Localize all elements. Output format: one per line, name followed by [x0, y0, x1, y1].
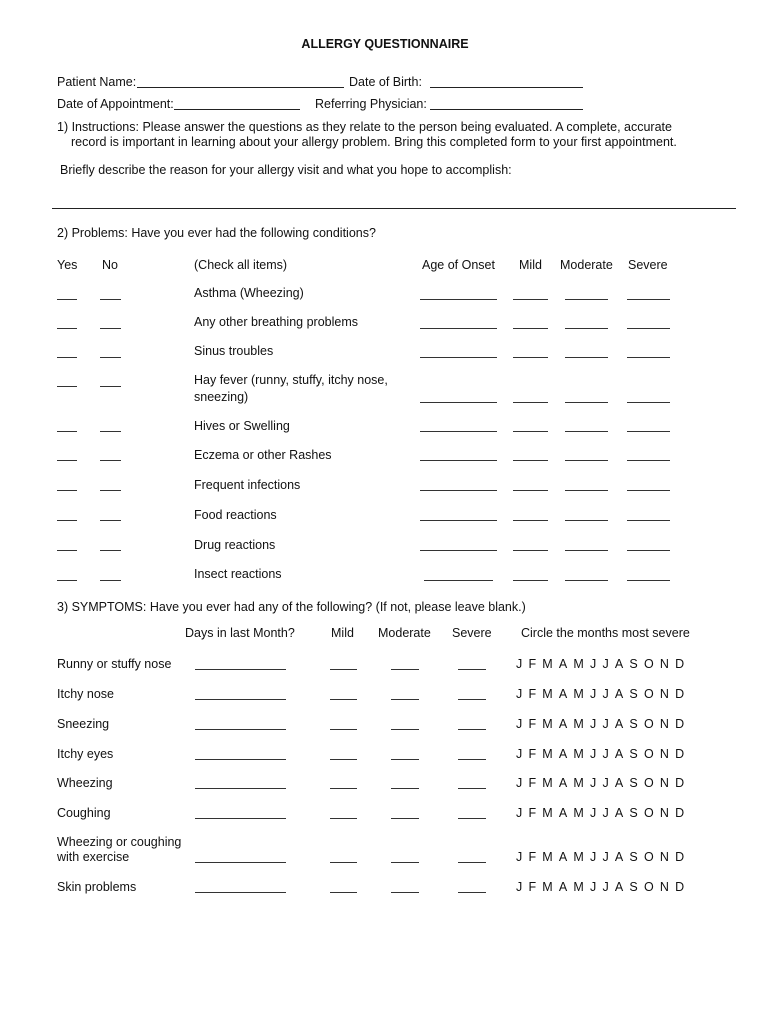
- symptom-label: Itchy nose: [57, 687, 114, 701]
- month-option[interactable]: D: [675, 776, 685, 790]
- month-option[interactable]: J: [602, 747, 609, 761]
- days-blank[interactable]: [195, 892, 286, 893]
- symptom-label: Runny or stuffy nose: [57, 657, 172, 671]
- yes-blank[interactable]: [57, 550, 77, 551]
- severe-blank[interactable]: [627, 431, 670, 432]
- month-selector: [516, 657, 690, 671]
- month-selector: [516, 880, 690, 894]
- form-title: ALLERGY QUESTIONNAIRE: [301, 37, 469, 51]
- month-option[interactable]: O: [643, 657, 654, 671]
- month-option[interactable]: D: [675, 806, 685, 820]
- month-option[interactable]: A: [614, 747, 624, 761]
- no-blank[interactable]: [100, 520, 121, 521]
- month-selector: [516, 806, 690, 820]
- month-option[interactable]: O: [643, 687, 654, 701]
- month-option[interactable]: A: [558, 806, 568, 820]
- age-blank[interactable]: [420, 357, 497, 358]
- yes-blank[interactable]: [57, 431, 77, 432]
- col-months: Circle the months most severe: [521, 626, 690, 640]
- month-option[interactable]: F: [528, 747, 537, 761]
- col-moderate: Moderate: [560, 258, 613, 272]
- month-option[interactable]: S: [629, 776, 638, 790]
- severe-blank[interactable]: [627, 490, 670, 491]
- days-blank[interactable]: [195, 759, 286, 760]
- condition-label: Hay fever (runny, stuffy, itchy nose,: [194, 373, 388, 387]
- month-option[interactable]: J: [516, 850, 523, 864]
- month-option[interactable]: A: [614, 776, 624, 790]
- month-option[interactable]: A: [558, 687, 568, 701]
- month-option[interactable]: J: [590, 657, 597, 671]
- instructions-line-2: record is important in learning about your allergy problem. Bring this completed form to your first appointment.: [71, 135, 677, 149]
- month-option[interactable]: M: [573, 806, 584, 820]
- col-check-all: (Check all items): [194, 258, 288, 272]
- month-option[interactable]: D: [675, 880, 685, 894]
- yes-blank[interactable]: [57, 460, 77, 461]
- col-severe: Severe: [628, 258, 668, 272]
- month-option[interactable]: J: [602, 657, 609, 671]
- problems-heading: 2) Problems: Have you ever had the following conditions?: [57, 226, 376, 240]
- severe-blank[interactable]: [458, 699, 486, 700]
- mild-blank[interactable]: [330, 892, 357, 893]
- age-blank[interactable]: [420, 460, 497, 461]
- col-age-of-onset: Age of Onset: [422, 258, 495, 272]
- month-option[interactable]: A: [614, 880, 624, 894]
- moderate-blank[interactable]: [391, 862, 419, 863]
- month-option[interactable]: D: [675, 717, 685, 731]
- month-option[interactable]: A: [614, 687, 624, 701]
- mild-blank[interactable]: [513, 357, 548, 358]
- yes-blank[interactable]: [57, 490, 77, 491]
- month-option[interactable]: A: [614, 657, 624, 671]
- month-option[interactable]: N: [659, 687, 669, 701]
- mild-blank[interactable]: [330, 788, 357, 789]
- month-option[interactable]: J: [516, 657, 523, 671]
- symptom-label: Sneezing: [57, 717, 110, 731]
- severe-blank[interactable]: [627, 460, 670, 461]
- moderate-blank[interactable]: [391, 788, 419, 789]
- month-option[interactable]: M: [542, 717, 553, 731]
- condition-label: Sinus troubles: [194, 344, 274, 358]
- month-option[interactable]: J: [590, 717, 597, 731]
- mild-blank[interactable]: [513, 402, 548, 403]
- severe-blank[interactable]: [458, 729, 486, 730]
- month-option[interactable]: S: [629, 657, 638, 671]
- month-option[interactable]: F: [528, 806, 537, 820]
- month-option[interactable]: A: [558, 657, 568, 671]
- symptom-label: Wheezing or coughing: [57, 835, 182, 849]
- month-option[interactable]: O: [643, 850, 654, 864]
- patient-name-field[interactable]: [137, 87, 344, 88]
- dob-field[interactable]: [430, 87, 583, 88]
- mild-blank[interactable]: [513, 550, 548, 551]
- condition-label: Eczema or other Rashes: [194, 448, 332, 462]
- age-blank[interactable]: [420, 490, 497, 491]
- condition-label: Asthma (Wheezing): [194, 286, 304, 300]
- severe-blank[interactable]: [627, 580, 670, 581]
- month-option[interactable]: F: [528, 880, 537, 894]
- age-blank[interactable]: [424, 580, 493, 581]
- month-option[interactable]: A: [558, 717, 568, 731]
- moderate-blank[interactable]: [565, 550, 608, 551]
- severe-blank[interactable]: [627, 520, 670, 521]
- month-option[interactable]: A: [614, 850, 624, 864]
- col-days: Days in last Month?: [185, 626, 295, 640]
- month-option[interactable]: J: [516, 687, 523, 701]
- symptom-label: Itchy eyes: [57, 747, 114, 761]
- month-selector: [516, 747, 690, 761]
- month-selector: [516, 717, 690, 731]
- month-option[interactable]: D: [675, 657, 685, 671]
- month-option[interactable]: N: [659, 717, 669, 731]
- yes-blank[interactable]: [57, 580, 77, 581]
- month-option[interactable]: D: [675, 687, 685, 701]
- month-option[interactable]: N: [659, 806, 669, 820]
- referring-physician-field[interactable]: [430, 109, 583, 110]
- moderate-blank[interactable]: [391, 892, 419, 893]
- condition-label: Drug reactions: [194, 538, 276, 552]
- moderate-blank[interactable]: [565, 357, 608, 358]
- month-option[interactable]: J: [590, 687, 597, 701]
- symptom-label: Coughing: [57, 806, 111, 820]
- month-selector: [516, 687, 690, 701]
- col-sym-moderate: Moderate: [378, 626, 431, 640]
- month-option[interactable]: S: [629, 880, 638, 894]
- mild-blank[interactable]: [330, 699, 357, 700]
- yes-blank[interactable]: [57, 520, 77, 521]
- month-option[interactable]: J: [602, 806, 609, 820]
- month-option[interactable]: S: [629, 747, 638, 761]
- moderate-blank[interactable]: [391, 729, 419, 730]
- symptom-label: Skin problems: [57, 880, 137, 894]
- month-option[interactable]: S: [629, 717, 638, 731]
- severe-blank[interactable]: [458, 669, 486, 670]
- month-option[interactable]: A: [614, 717, 624, 731]
- severe-blank[interactable]: [627, 328, 670, 329]
- month-option[interactable]: J: [590, 850, 597, 864]
- mild-blank[interactable]: [513, 431, 548, 432]
- no-blank[interactable]: [100, 299, 121, 300]
- no-blank[interactable]: [100, 580, 121, 581]
- col-sym-mild: Mild: [331, 626, 354, 640]
- month-option[interactable]: M: [542, 850, 553, 864]
- severe-blank[interactable]: [458, 818, 486, 819]
- month-option[interactable]: D: [675, 747, 685, 761]
- month-option[interactable]: S: [629, 850, 638, 864]
- yes-blank[interactable]: [57, 357, 77, 358]
- age-blank[interactable]: [420, 431, 497, 432]
- col-yes: Yes: [57, 258, 78, 272]
- condition-label: Any other breathing problems: [194, 315, 358, 329]
- no-blank[interactable]: [100, 357, 121, 358]
- days-blank[interactable]: [195, 699, 286, 700]
- appointment-label: Date of Appointment:: [57, 97, 174, 111]
- moderate-blank[interactable]: [565, 460, 608, 461]
- appointment-field[interactable]: [174, 109, 300, 110]
- month-option[interactable]: M: [573, 776, 584, 790]
- month-option[interactable]: O: [643, 880, 654, 894]
- patient-name-label: Patient Name:: [57, 75, 137, 89]
- month-option[interactable]: S: [629, 806, 638, 820]
- no-blank[interactable]: [100, 328, 121, 329]
- mild-blank[interactable]: [513, 460, 548, 461]
- month-option[interactable]: N: [659, 657, 669, 671]
- symptoms-heading: 3) SYMPTOMS: Have you ever had any of the following? (If not, please leave blank.): [57, 600, 526, 614]
- month-option[interactable]: J: [516, 776, 523, 790]
- month-option[interactable]: M: [573, 717, 584, 731]
- month-option[interactable]: N: [659, 880, 669, 894]
- month-option[interactable]: J: [516, 806, 523, 820]
- condition-label: Insect reactions: [194, 567, 282, 581]
- month-option[interactable]: M: [573, 850, 584, 864]
- month-option[interactable]: N: [659, 747, 669, 761]
- describe-prompt: Briefly describe the reason for your allergy visit and what you hope to accomplish:: [60, 163, 512, 177]
- severe-blank[interactable]: [627, 299, 670, 300]
- month-option[interactable]: M: [573, 687, 584, 701]
- month-option[interactable]: J: [602, 717, 609, 731]
- month-selector: [516, 776, 690, 790]
- mild-blank[interactable]: [330, 759, 357, 760]
- month-option[interactable]: F: [528, 776, 537, 790]
- yes-blank[interactable]: [57, 299, 77, 300]
- no-blank[interactable]: [100, 490, 121, 491]
- age-blank[interactable]: [420, 299, 497, 300]
- moderate-blank[interactable]: [391, 759, 419, 760]
- month-option[interactable]: A: [558, 850, 568, 864]
- mild-blank[interactable]: [513, 299, 548, 300]
- month-option[interactable]: N: [659, 850, 669, 864]
- symptom-label: with exercise: [57, 850, 130, 864]
- severe-blank[interactable]: [458, 759, 486, 760]
- mild-blank[interactable]: [330, 729, 357, 730]
- moderate-blank[interactable]: [565, 431, 608, 432]
- no-blank[interactable]: [100, 550, 121, 551]
- col-mild: Mild: [519, 258, 542, 272]
- month-option[interactable]: O: [643, 776, 654, 790]
- month-option[interactable]: S: [629, 687, 638, 701]
- yes-blank[interactable]: [57, 386, 77, 387]
- month-option[interactable]: M: [542, 747, 553, 761]
- yes-blank[interactable]: [57, 328, 77, 329]
- moderate-blank[interactable]: [391, 669, 419, 670]
- days-blank[interactable]: [195, 729, 286, 730]
- severe-blank[interactable]: [627, 357, 670, 358]
- month-option[interactable]: J: [602, 850, 609, 864]
- month-option[interactable]: J: [590, 776, 597, 790]
- age-blank[interactable]: [420, 328, 497, 329]
- month-option[interactable]: M: [542, 880, 553, 894]
- mild-blank[interactable]: [330, 669, 357, 670]
- month-option[interactable]: J: [602, 776, 609, 790]
- condition-label: Frequent infections: [194, 478, 301, 492]
- age-blank[interactable]: [420, 520, 497, 521]
- condition-label-cont: sneezing): [194, 390, 249, 404]
- days-blank[interactable]: [195, 788, 286, 789]
- month-option[interactable]: M: [573, 657, 584, 671]
- month-option[interactable]: F: [528, 717, 537, 731]
- month-option[interactable]: M: [573, 880, 584, 894]
- month-option[interactable]: J: [516, 717, 523, 731]
- moderate-blank[interactable]: [565, 520, 608, 521]
- month-option[interactable]: D: [675, 850, 685, 864]
- mild-blank[interactable]: [513, 580, 548, 581]
- severe-blank[interactable]: [458, 892, 486, 893]
- month-option[interactable]: J: [590, 806, 597, 820]
- month-option[interactable]: A: [558, 747, 568, 761]
- mild-blank[interactable]: [330, 862, 357, 863]
- moderate-blank[interactable]: [391, 699, 419, 700]
- month-option[interactable]: J: [516, 747, 523, 761]
- mild-blank[interactable]: [513, 328, 548, 329]
- month-option[interactable]: M: [573, 747, 584, 761]
- severe-blank[interactable]: [458, 788, 486, 789]
- moderate-blank[interactable]: [565, 402, 608, 403]
- moderate-blank[interactable]: [565, 328, 608, 329]
- month-option[interactable]: F: [528, 850, 537, 864]
- mild-blank[interactable]: [513, 520, 548, 521]
- month-option[interactable]: F: [528, 657, 537, 671]
- no-blank[interactable]: [100, 386, 121, 387]
- month-option[interactable]: O: [643, 717, 654, 731]
- instructions-line-1: 1) Instructions: Please answer the questions as they relate to the person being evaluated. A complete, accurate: [57, 120, 672, 134]
- moderate-blank[interactable]: [391, 818, 419, 819]
- month-option[interactable]: M: [542, 776, 553, 790]
- month-option[interactable]: J: [602, 880, 609, 894]
- age-blank[interactable]: [420, 402, 497, 403]
- month-option[interactable]: J: [602, 687, 609, 701]
- month-option[interactable]: J: [590, 880, 597, 894]
- month-option[interactable]: O: [643, 806, 654, 820]
- month-option[interactable]: M: [542, 657, 553, 671]
- month-option[interactable]: J: [516, 880, 523, 894]
- month-option[interactable]: M: [542, 806, 553, 820]
- moderate-blank[interactable]: [565, 490, 608, 491]
- month-option[interactable]: A: [614, 806, 624, 820]
- month-option[interactable]: M: [542, 687, 553, 701]
- month-option[interactable]: F: [528, 687, 537, 701]
- describe-answer-line[interactable]: [52, 208, 736, 209]
- moderate-blank[interactable]: [565, 580, 608, 581]
- age-blank[interactable]: [420, 550, 497, 551]
- severe-blank[interactable]: [627, 550, 670, 551]
- severe-blank[interactable]: [627, 402, 670, 403]
- dob-label: Date of Birth:: [349, 75, 422, 89]
- no-blank[interactable]: [100, 431, 121, 432]
- symptom-label: Wheezing: [57, 776, 113, 790]
- days-blank[interactable]: [195, 818, 286, 819]
- days-blank[interactable]: [195, 862, 286, 863]
- referring-physician-label: Referring Physician:: [315, 97, 427, 111]
- month-option[interactable]: N: [659, 776, 669, 790]
- severe-blank[interactable]: [458, 862, 486, 863]
- condition-label: Hives or Swelling: [194, 419, 290, 433]
- days-blank[interactable]: [195, 669, 286, 670]
- month-option[interactable]: J: [590, 747, 597, 761]
- no-blank[interactable]: [100, 460, 121, 461]
- condition-label: Food reactions: [194, 508, 277, 522]
- mild-blank[interactable]: [330, 818, 357, 819]
- month-option[interactable]: A: [558, 880, 568, 894]
- col-no: No: [102, 258, 118, 272]
- moderate-blank[interactable]: [565, 299, 608, 300]
- month-selector: [516, 850, 690, 864]
- col-sym-severe: Severe: [452, 626, 492, 640]
- mild-blank[interactable]: [513, 490, 548, 491]
- month-option[interactable]: A: [558, 776, 568, 790]
- month-option[interactable]: O: [643, 747, 654, 761]
